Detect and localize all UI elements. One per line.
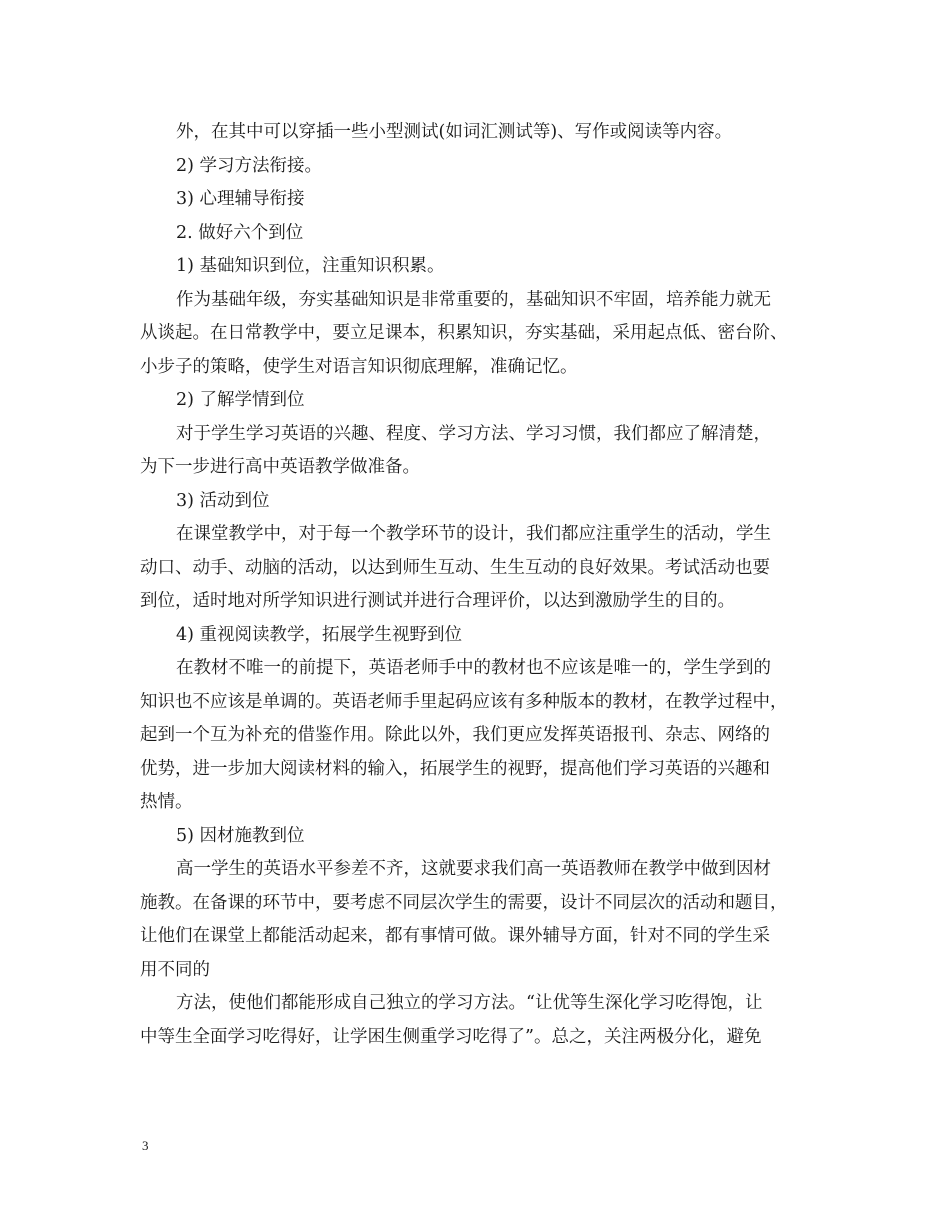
text-line: 小步子的策略，使学生对语言知识彻底理解，准确记忆。	[140, 356, 578, 377]
text-line: 作为基础年级，夯实基础知识是非常重要的，基础知识不牢固，培养能力就无	[176, 289, 771, 310]
text-line: 3) 活动到位	[176, 490, 270, 511]
text-line: 从谈起。在日常教学中，要立足课本，积累知识，夯实基础，采用起点低、密台阶、	[140, 323, 788, 343]
text-line: 高一学生的英语水平参差不齐，这就要求我们高一英语教师在教学中做到因材	[176, 859, 771, 879]
text-line: 方法，使他们都能形成自己独立的学习方法。“让优等生深化学习吃得饱，让	[176, 993, 763, 1013]
text-line: 热情。	[140, 792, 193, 812]
text-line: 5) 因材施教到位	[176, 825, 305, 846]
text-line: 优势，进一步加大阅读材料的输入，拓展学生的视野，提高他们学习英语的兴趣和	[140, 758, 770, 779]
text-line: 2) 了解学情到位	[176, 390, 305, 410]
text-line: 用不同的	[140, 959, 210, 980]
text-line: 1) 基础知识到位，注重知识积累。	[176, 256, 445, 276]
text-line: 3) 心理辅导衔接	[176, 189, 305, 209]
text-line: 让他们在课堂上都能活动起来，都有事情可做。课外辅导方面，针对不同的学生采	[140, 926, 770, 946]
text-line: 为下一步进行高中英语教学做准备。	[140, 457, 420, 477]
text-line: 到位，适时地对所学知识进行测试并进行合理评价，以达到激励学生的目的。	[140, 591, 735, 611]
text-line: 对于学生学习英语的兴趣、程度、学习方法、学习习惯，我们都应了解清楚，	[176, 423, 771, 444]
text-line: 中等生全面学习吃得好，让学困生侧重学习吃得了”。总之，关注两极分化，避免	[140, 1026, 762, 1047]
text-line: 在教材不唯一的前提下，英语老师手中的教材也不应该是唯一的，学生学到的	[176, 658, 771, 678]
text-line: 在课堂教学中，对于每一个教学环节的设计，我们都应注重学生的活动，学生	[176, 524, 771, 544]
page-number: 3	[142, 1138, 149, 1153]
text-line: 2) 学习方法衔接。	[176, 155, 323, 176]
text-line: 外，在其中可以穿插一些小型测试(如词汇测试等)、写作或阅读等内容。	[176, 122, 733, 142]
text-line: 施教。在备课的环节中，要考虑不同层次学生的需要，设计不同层次的活动和题目，	[140, 892, 788, 913]
text-line: 动口、动手、动脑的活动，以达到师生互动、生生互动的良好效果。考试活动也要	[140, 557, 770, 578]
text-line: 起到一个互为补充的借鉴作用。除此以外，我们更应发挥英语报刊、杂志、网络的	[140, 725, 770, 745]
text-line: 4) 重视阅读教学，拓展学生视野到位	[176, 624, 463, 645]
text-line: 知识也不应该是单调的。英语老师手里起码应该有多种版本的教材，在教学过程中，	[140, 691, 788, 712]
text-line: 2. 做好六个到位	[176, 222, 304, 243]
document-body	[140, 116, 820, 1054]
